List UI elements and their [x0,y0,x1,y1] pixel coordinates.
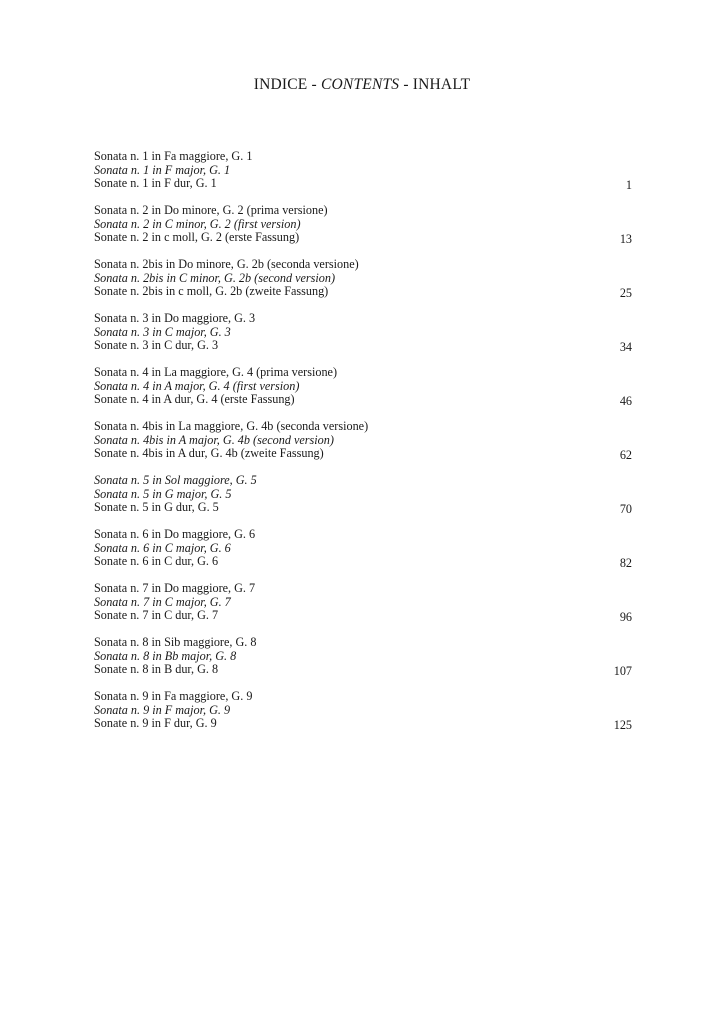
entry-title-english: Sonata n. 8 in Bb major, G. 8 [94,648,237,663]
entry-title-italian: Sonata n. 9 in Fa maggiore, G. 9 [94,689,253,703]
entry-title-german: Sonate n. 9 in F dur, G. 9 [94,716,217,730]
entry-title-german: Sonate n. 5 in G dur, G. 5 [94,500,219,514]
entry-page-number: 34 [619,340,632,354]
entry-title-german: Sonate n. 8 in B dur, G. 8 [94,662,219,676]
toc-entry[interactable] [94,690,634,744]
entry-title-german: Sonate n. 2 in c moll, G. 2 (erste Fassung) [94,230,300,244]
entry-title-italian: Sonata n. 1 in Fa maggiore, G. 1 [94,149,253,163]
entry-title-english: Sonata n. 1 in F major, G. 1 [94,162,231,177]
entry-title-italian: Sonata n. 3 in Do maggiore, G. 3 [94,311,256,325]
entry-title-german: Sonate n. 4bis in A dur, G. 4b (zweite Fassung) [94,446,324,460]
entry-title-italian: Sonata n. 2bis in Do minore, G. 2b (seconda versione) [94,257,359,271]
entry-title-german: Sonate n. 2bis in c moll, G. 2b (zweite Fassung) [94,284,329,298]
table-of-contents [94,150,634,744]
entry-title-italian: Sonata n. 4 in La maggiore, G. 4 (prima versione) [94,365,338,379]
entry-title-german: Sonate n. 1 in F dur, G. 1 [94,176,217,190]
entry-title-english: Sonata n. 6 in C major, G. 6 [94,540,231,555]
entry-title-german: Sonate n. 3 in C dur, G. 3 [94,338,219,352]
entry-page-number: 46 [619,394,632,408]
toc-entry[interactable] [94,420,634,474]
entry-page-number: 125 [613,718,632,732]
entry-page-number: 13 [619,232,632,246]
entry-title-italian: Sonata n. 4bis in La maggiore, G. 4b (seconda versione) [94,419,369,433]
entry-title-english: Sonata n. 3 in C major, G. 3 [94,324,231,339]
entry-page-number: 70 [619,502,632,516]
toc-entry[interactable] [94,474,634,528]
toc-entry[interactable] [94,582,634,636]
entry-title-english: Sonata n. 9 in F major, G. 9 [94,702,231,717]
page-title [0,76,724,94]
toc-entry[interactable] [94,528,634,582]
entry-title-english: Sonata n. 2bis in C minor, G. 2b (second version) [94,270,336,285]
entry-page-number: 25 [619,286,632,300]
entry-title-italian: Sonata n. 7 in Do maggiore, G. 7 [94,581,256,595]
entry-title-english: Sonata n. 4bis in A major, G. 4b (second version) [94,432,334,447]
entry-title-italian: Sonata n. 8 in Sib maggiore, G. 8 [94,635,257,649]
entry-title-english: Sonata n. 2 in C minor, G. 2 (first version) [94,216,301,231]
entry-page-number: 1 [625,178,632,192]
toc-entry[interactable] [94,258,634,312]
entry-page-number: 96 [619,610,632,624]
entry-title-italian: Sonata n. 5 in Sol maggiore, G. 5 [94,473,257,487]
toc-entry[interactable] [94,312,634,366]
entry-title-english: Sonata n. 7 in C major, G. 7 [94,594,231,609]
toc-entry[interactable] [94,204,634,258]
entry-title-english: Sonata n. 4 in A major, G. 4 (first version) [94,378,300,393]
entry-page-number: 82 [619,556,632,570]
entry-title-english: Sonata n. 5 in G major, G. 5 [94,486,232,501]
toc-entry[interactable] [94,366,634,420]
entry-page-number: 107 [613,664,632,678]
toc-entry[interactable] [94,150,634,204]
entry-title-italian: Sonata n. 6 in Do maggiore, G. 6 [94,527,256,541]
title-part-english: CONTENTS [320,76,400,93]
entry-title-german: Sonate n. 7 in C dur, G. 7 [94,608,219,622]
entry-title-german: Sonate n. 6 in C dur, G. 6 [94,554,219,568]
toc-entry[interactable] [94,636,634,690]
entry-page-number: 62 [619,448,632,462]
entry-title-italian: Sonata n. 2 in Do minore, G. 2 (prima versione) [94,203,328,217]
title-part-italian: INDICE - [253,76,321,93]
entry-title-german: Sonate n. 4 in A dur, G. 4 (erste Fassung) [94,392,295,406]
title-part-german: - INHALT [399,76,471,93]
